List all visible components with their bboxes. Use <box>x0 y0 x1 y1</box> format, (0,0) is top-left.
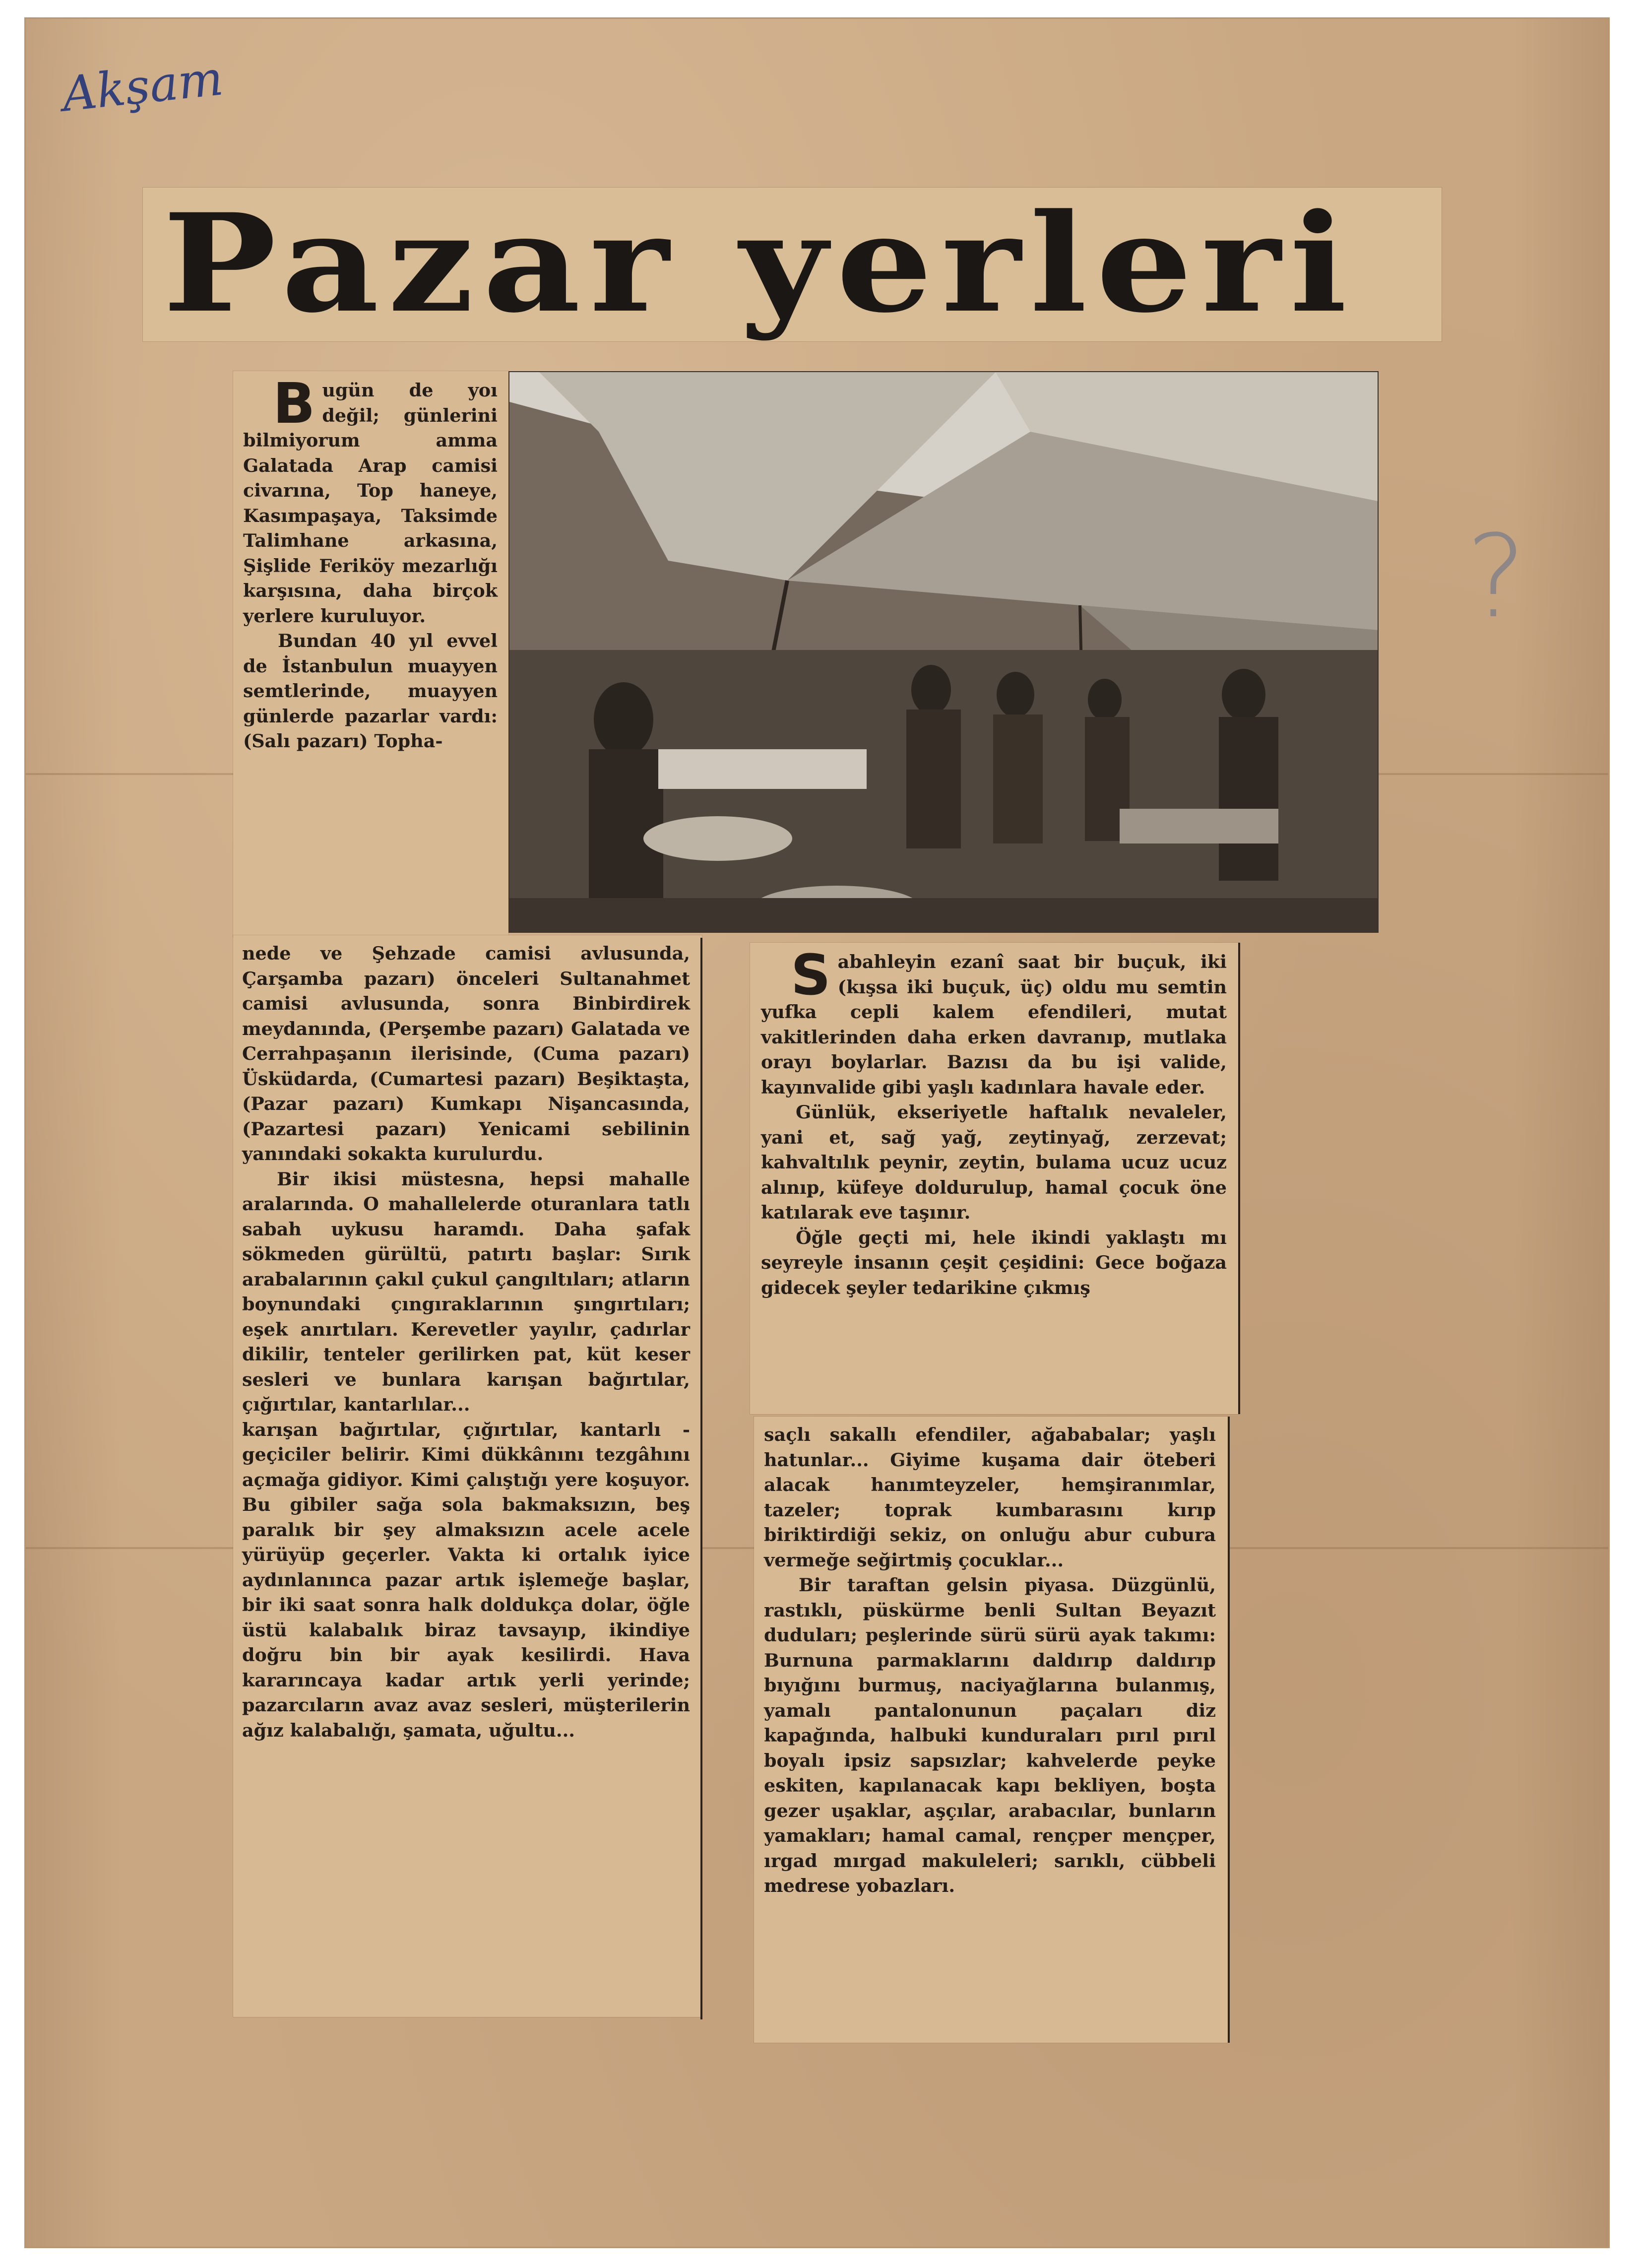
paragraph: Bir ikisi müstesna, hepsi mahalle aralarında. O mahallelerde oturanlara tatlı sabah uykusu haramdı. Daha şafak sökmeden gürültü, patırtı başlar: Sırık arabalarının çakıl çukul çangıltıları; atların boynundaki çıngıraklarının şıngırtıları; eşek anırtıları. Kerevetler yayılır, çadırlar dikilir, tenteler gerilirken pat, küt keser sesleri ve bunlara karışan bağırtılar, çığırtılar, kantarlılar... <box>242 1168 690 1415</box>
drop-cap: B <box>273 372 315 436</box>
article-column-2-bottom <box>754 1417 1228 2043</box>
handwritten-note: Akşam <box>60 50 226 123</box>
column-rule <box>700 938 702 2019</box>
paragraph: ugün de yoı değil; günlerini bilmiyorum amma Galatada Arap camisi civarına, Top haneye, Kasımpaşaya, Taksimde Talimhane arkasına, Şişlide Feriköy mezarlığı karşısına, daha birçok yerlere kuruluyor. <box>243 380 498 627</box>
paragraph: Bundan 40 yıl evvel de İstanbulun muayyen semtlerinde, muayyen günlerde pazarlar vardı: (Salı pazarı) Topha- <box>243 630 498 752</box>
paragraph: abahleyin ezanî saat bir buçuk, iki (kışsa iki buçuk, üç) oldu mu semtin yufka cepli kalem efendileri, mutat vakitlerinden daha erken davranıp, mutlaka orayı boylarlar. Bazısı da bu işi valide, kayınvalide gibi yaşlı kadınlara havale eder. <box>761 951 1227 1098</box>
drop-cap: S <box>791 943 831 1008</box>
article-column-1-top <box>233 371 508 937</box>
article-column-2-top <box>750 943 1239 1414</box>
column-rule <box>1228 1417 1230 2043</box>
article-column-1-bottom <box>233 935 702 2017</box>
paragraph: Günlük, ekseriyetle haftalık nevaleler, yani et, sağ yağ, zeytinyağ, zerzevat; kahvaltılık peynir, zeytin, bulama ucuz ucuz alınıp, küfeye doldurulup, hamal çocuk öne katılarak eve taşınır. <box>761 1102 1227 1223</box>
headline-clipping <box>143 185 1442 343</box>
market-photo <box>508 371 1379 933</box>
paragraph: karışan bağırtılar, çığırtılar, kantarlı - geçiciler belirir. Kimi dükkânını tezgâhını açmağa gidiyor. Kimi çalıştığı yere koşuyor. Bu gibiler sağa sola bakmaksızın, beş paralık bir şey almaksızın acele acele yürüyüp geçerler. Vakta ki ortalık iyice aydınlanınca pazar artık işlemeğe başlar, bir iki saat sonra halk doldukça dolar, öğle üstü kalabalık biraz tavsayıp, ikindiye doğru bin bir ayak kesilirdi. Hava kararıncaya kadar artık yerli yerinde; pazarcıların avaz avaz sesleri, müşterilerin ağız kalabalığı, şamata, uğultu... <box>242 1419 690 1741</box>
margin-question-mark: ? <box>1466 511 1527 644</box>
market-scene-illustration <box>509 372 1378 932</box>
paragraph: Bir taraftan gelsin piyasa. Düzgünlü, rastıklı, püskürme benli Sultan Beyazıt duduları; peşlerinde sürü sürü ayak takımı: Burnuna parmaklarını daldırıp daldırıp bıyığını burmuş, naciyağlarına bulanmış, yamalı pantalonunun paçaları diz kapağında, halbuki kunduraları pırıl pırıl boyalı ipsiz sapsızlar; kahvelerde peyke eskiten, kapılanacak kapı bekliyen, boşta gezer uşaklar, aşçılar, arabacılar, bunların yamakları; hamal camal, rençper mençper, ırgad mırgad makuleleri; sarıklı, cübbeli medrese yobazları. <box>764 1574 1216 1896</box>
paragraph: Öğle geçti mi, hele ikindi yaklaştı mı seyreyle insanın çeşit çeşidini: Gece boğaza gidecek şeyler tedarikine çıkmış <box>761 1227 1227 1298</box>
paragraph: nede ve Şehzade camisi avlusunda, Çarşamba pazarı) önceleri Sultanahmet camisi avlusunda, sonra Binbirdirek meydanında, (Perşembe pazarı) Galatada ve Cerrahpaşanın ilerisinde, (Cuma pazarı) Üsküdarda, (Cumartesi pazarı) Beşiktaşta, (Pazar pazarı) Kumkapı Nişancasında, (Pazartesi pazarı) Yenicami sebilinin yanındaki sokakta kurulurdu. <box>242 943 690 1165</box>
headline: Pazar yerleri <box>163 185 1356 343</box>
column-rule <box>1238 943 1240 1414</box>
paragraph: saçlı sakallı efendiler, ağababalar; yaşlı hatunlar... Giyime kuşama dair öteberi alacak hanımteyzeler, hemşiranımlar, tazeler; toprak kumbarasını kırıp biriktirdiği sekiz, on onluğu abur cubura vermeğe seğirtmiş çocuklar... <box>764 1424 1216 1571</box>
